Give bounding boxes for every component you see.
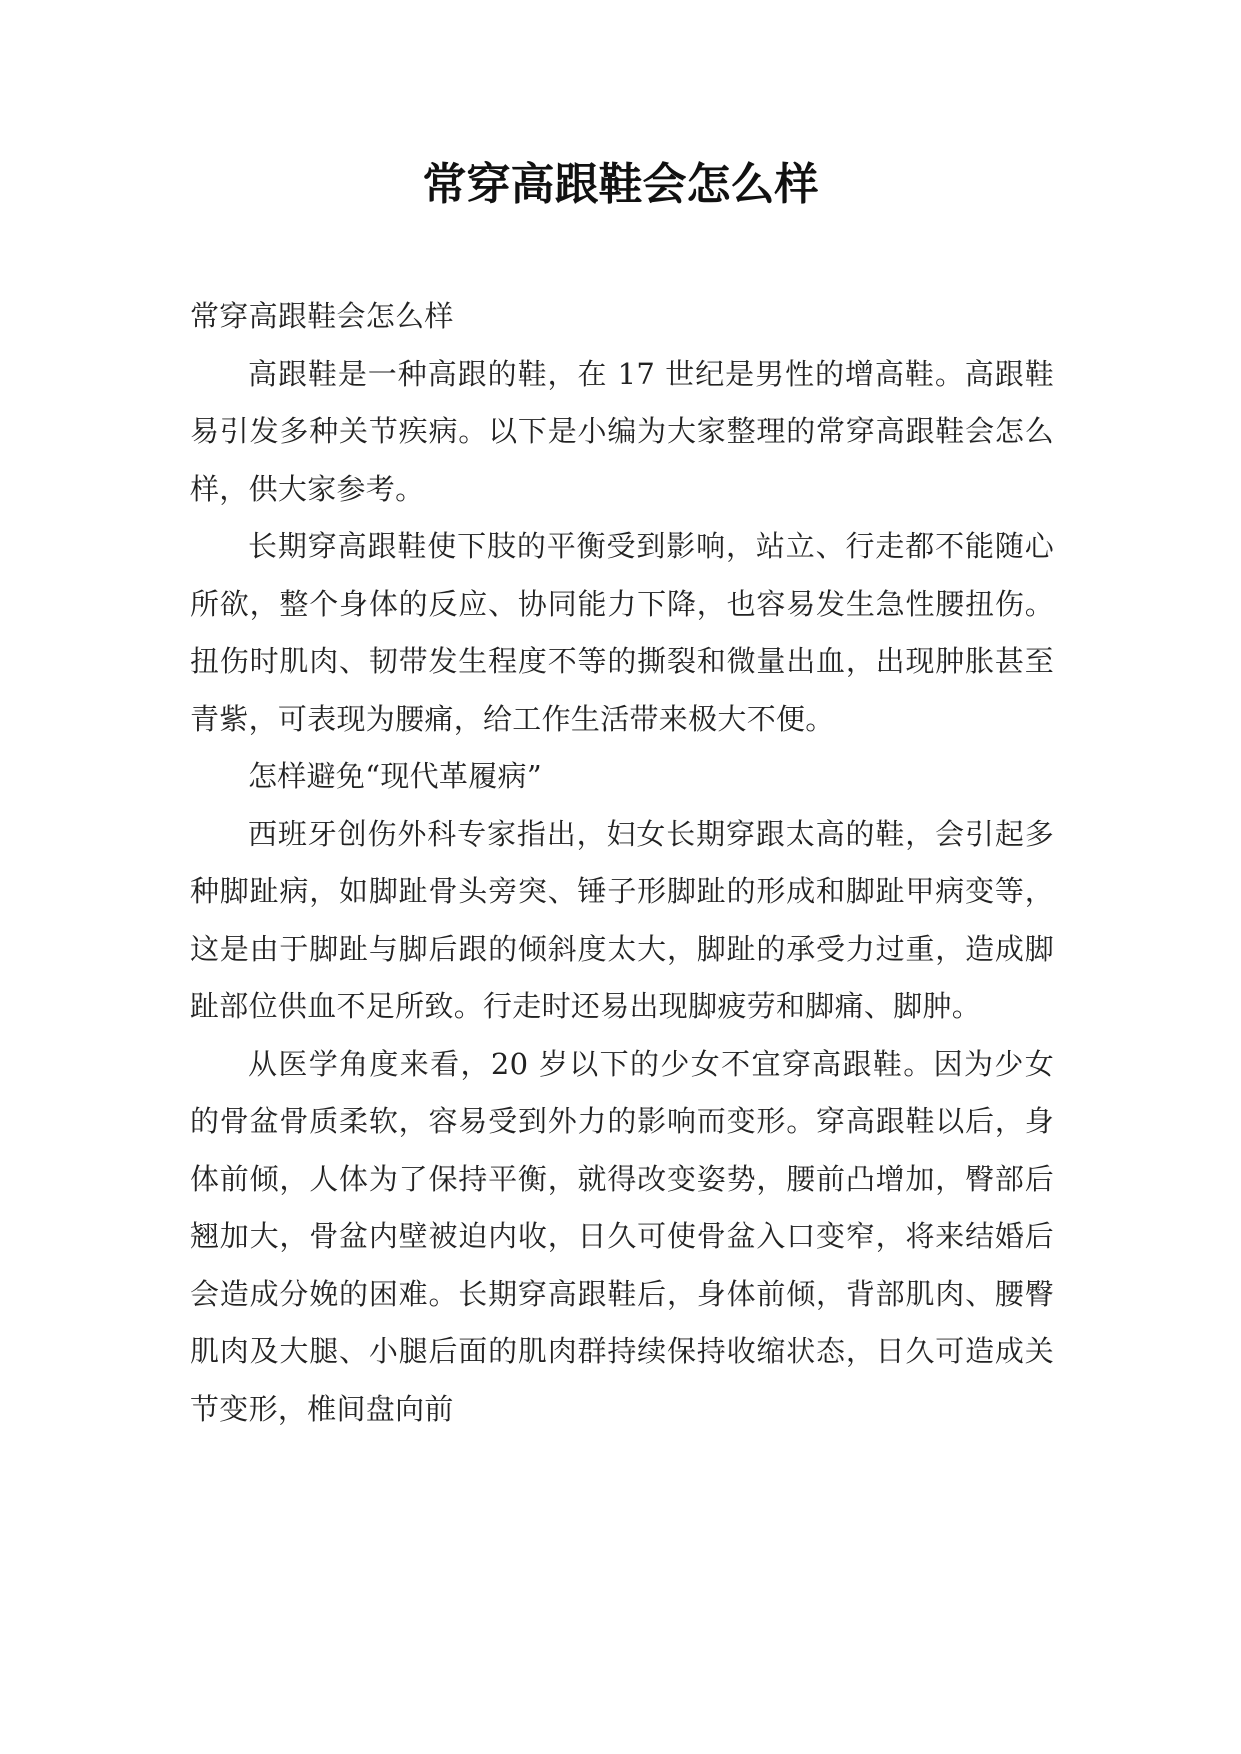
- paragraph-heading-avoid: 怎样避免“现代革履病”: [248, 759, 542, 793]
- paragraph-medical-view: 从医学角度来看，20 岁以下的少女不宜穿高跟鞋。因为少女的骨盆骨质柔软，容易受到外力的影响而变形。穿高跟鞋以后，身体前倾，人体为了保持平衡，就得改变姿势，腰前凸增加，臀部后翘加大，骨盆内壁被迫内收，日久可使骨盆入口变窄，将来结婚后会造成分娩的困难。长期穿高跟鞋后，身体前倾，背部肌肉、腰臀肌肉及大腿、小腿后面的肌肉群持续保持收缩状态，日久可造成关节变形，椎间盘向前: [190, 1046, 1054, 1426]
- document-body: [190, 288, 1054, 1438]
- document-title: 常穿高跟鞋会怎么样: [422, 159, 819, 210]
- paragraph-subtitle: 常穿高跟鞋会怎么样: [190, 299, 454, 333]
- paragraph-balance: 长期穿高跟鞋使下肢的平衡受到影响，站立、行走都不能随心所欲，整个身体的反应、协同能力下降，也容易发生急性腰扭伤。扭伤时肌肉、韧带发生程度不等的撕裂和微量出血，出现肿胀甚至青紫，可表现为腰痛，给工作生活带来极大不便。: [190, 529, 1054, 736]
- paragraph-toe-disease: 西班牙创伤外科专家指出，妇女长期穿跟太高的鞋，会引起多种脚趾病，如脚趾骨头旁突、锤子形脚趾的形成和脚趾甲病变等，这是由于脚趾与脚后跟的倾斜度太大，脚趾的承受力过重，造成脚趾部位供血不足所致。行走时还易出现脚疲劳和脚痛、脚肿。: [190, 816, 1054, 1023]
- paragraph-intro: 高跟鞋是一种高跟的鞋，在 17 世纪是男性的增高鞋。高跟鞋易引发多种关节疾病。以下是小编为大家整理的常穿高跟鞋会怎么样，供大家参考。: [190, 356, 1054, 506]
